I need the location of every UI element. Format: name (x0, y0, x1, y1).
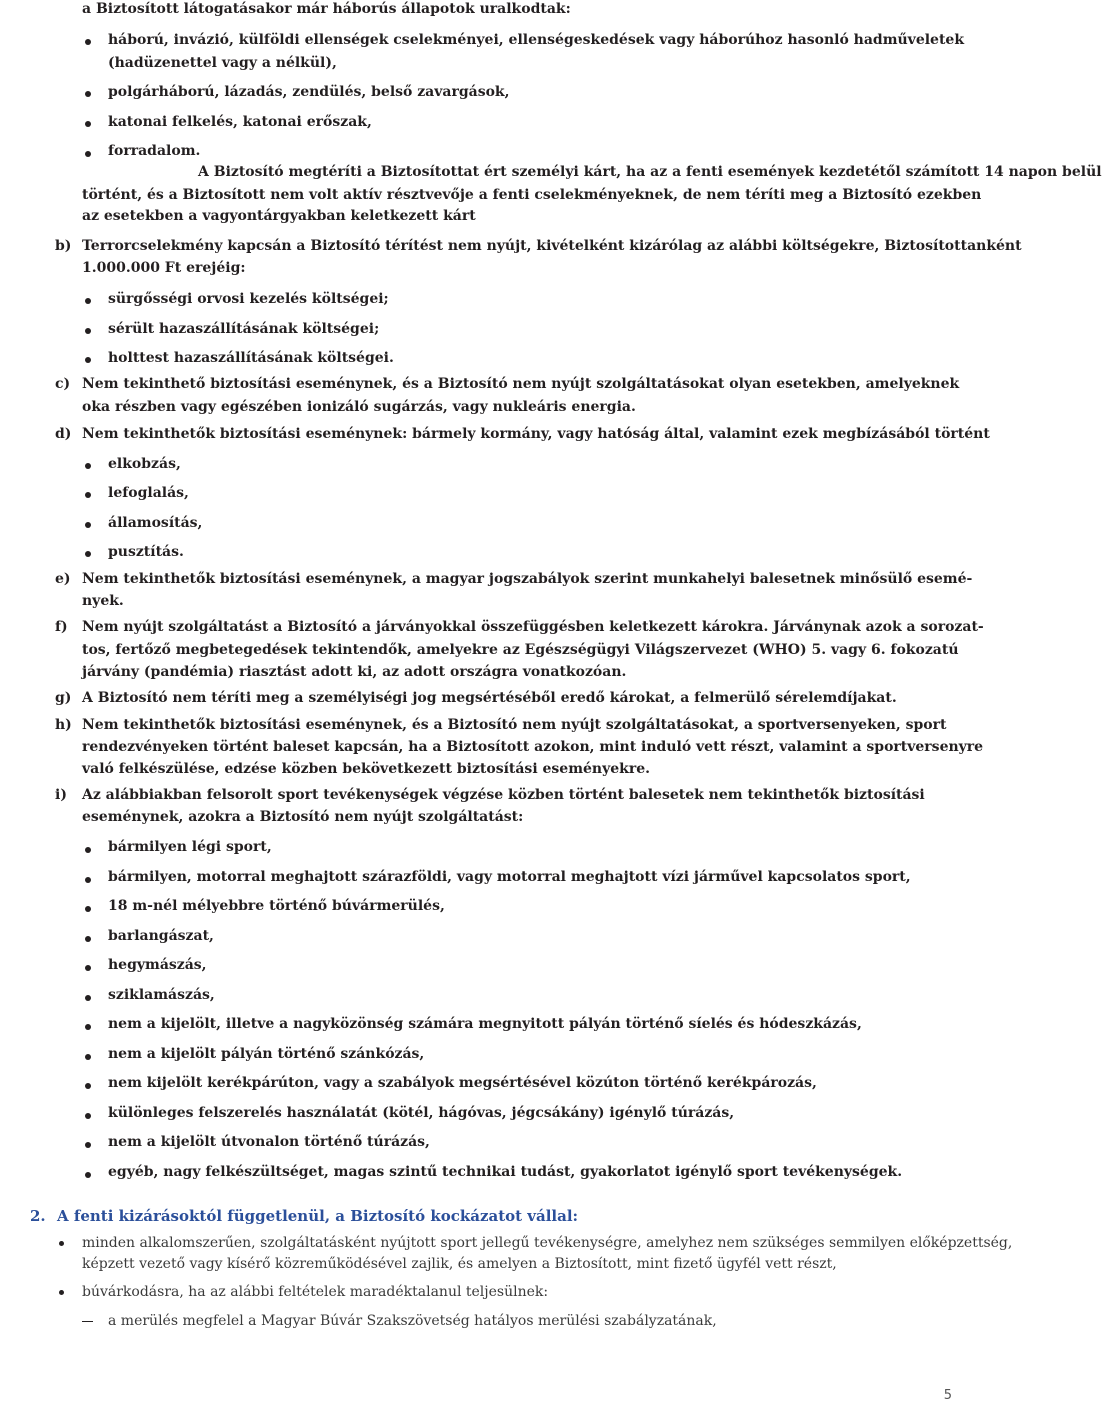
bullet-icon (85, 151, 91, 157)
bullet-icon (85, 906, 91, 912)
bullet-icon (85, 121, 91, 127)
section-b-line: Terrorcselekmény kapcsán a Biztosító térítést nem nyújt, kivételként kizárólag az alábbi költségekre, Biztosítottanként (82, 238, 1022, 254)
sport-item: barlangászat, (108, 928, 214, 944)
section-i-tag: i) (55, 787, 67, 803)
intro-heading: a Biztosított látogatásakor már háborús állapotok uralkodtak: (82, 1, 571, 17)
bullet-icon (85, 965, 91, 971)
bullet-icon (85, 1172, 91, 1178)
section-b-line: 1.000.000 Ft erejéig: (82, 260, 246, 276)
section-f-line: tos, fertőző megbetegedések tekintendők, amelyekre az Egészségügyi Világszervezet (WHO) 5. vagy 6. fokozatú (82, 642, 959, 658)
dash-icon (82, 1321, 93, 1322)
bullet-icon (85, 298, 91, 304)
bullet-icon (85, 522, 91, 528)
section-g-tag: g) (55, 690, 72, 706)
bullet-icon (85, 936, 91, 942)
section-c-tag: c) (55, 376, 71, 392)
section-h-line: Nem tekinthetők biztosítási eseménynek, és a Biztosító nem nyújt szolgáltatásokat, a sportversenyeken, sport (82, 717, 947, 733)
section-2-dash-line: a merülés megfelel a Magyar Búvár Szakszövetség hatályos merülési szabályzatának, (108, 1313, 717, 1329)
bullet-icon (85, 91, 91, 97)
section-b-tag: b) (55, 238, 72, 254)
section-d-tag: d) (55, 426, 72, 442)
page-number: 5 (943, 1388, 952, 1403)
war-item: katonai felkelés, katonai erőszak, (108, 114, 372, 130)
section-2-bullet-line: minden alkalomszerűen, szolgáltatásként nyújtott sport jellegű tevékenységre, amelyhez nem szükséges semmilyen előképzettség, (82, 1235, 1013, 1251)
cost-item: sérült hazaszállításának költségei; (108, 321, 380, 337)
bullet-icon (85, 847, 91, 853)
bullet-icon (85, 328, 91, 334)
section-c-line: Nem tekinthető biztosítási eseménynek, és a Biztosító nem nyújt szolgáltatásokat olyan esetekben, amelyeknek (82, 376, 960, 392)
sport-item: különleges felszerelés használatát (kötél, hágóvas, jégcsákány) igénylő túrázás, (108, 1105, 735, 1121)
intro-paragraph-line: az esetekben a vagyontárgyakban keletkezett kárt (82, 208, 476, 224)
seizure-item: államosítás, (108, 515, 203, 531)
section-f-line: Nem nyújt szolgáltatást a Biztosító a járványokkal összefüggésben keletkezett károkra. Járványnak azok a sorozat- (82, 619, 984, 635)
seizure-item: elkobzás, (108, 456, 181, 472)
bullet-icon (85, 1054, 91, 1060)
seizure-item: lefoglalás, (108, 485, 189, 501)
section-2-bullet-line: búvárkodásra, ha az alábbi feltételek maradéktalanul teljesülnek: (82, 1284, 549, 1300)
bullet-icon (59, 1241, 64, 1246)
section-2-number: 2. (30, 1207, 46, 1225)
sport-item: egyéb, nagy felkészültséget, magas szintű technikai tudást, gyakorlatot igénylő sport tevékenységek. (108, 1164, 903, 1180)
intro-paragraph-line: A Biztosító megtéríti a Biztosítottat ért személyi kárt, ha az a fenti események kezdetétől számított 14 napon belül (198, 164, 1102, 180)
section-c-line: oka részben vagy egészében ionizáló sugárzás, vagy nukleáris energia. (82, 399, 636, 415)
sport-item: sziklamászás, (108, 987, 215, 1003)
bullet-icon (85, 357, 91, 363)
sport-item: bármilyen, motorral meghajtott szárazföldi, vagy motorral meghajtott vízi járművel kapcsolatos sport, (108, 869, 911, 885)
section-f-tag: f) (55, 619, 68, 635)
bullet-icon (85, 1024, 91, 1030)
cost-item: holttest hazaszállításának költségei. (108, 350, 394, 366)
war-item: háború, invázió, külföldi ellenségek cselekményei, ellenségeskedések vagy háborúhoz hasonló hadműveletek (108, 32, 965, 48)
bullet-icon (85, 1083, 91, 1089)
bullet-icon (85, 551, 91, 557)
seizure-item: pusztítás. (108, 544, 184, 560)
section-h-line: rendezvényeken történt baleset kapcsán, ha a Biztosított azokon, mint induló vett részt, valamint a sportversenyre (82, 739, 984, 755)
sport-item: 18 m-nél mélyebbre történő búvármerülés, (108, 898, 445, 914)
war-item: forradalom. (108, 143, 201, 159)
bullet-icon (85, 1142, 91, 1148)
bullet-icon (85, 463, 91, 469)
section-i-line: Az alábbiakban felsorolt sport tevékenységek végzése közben történt balesetek nem tekinthetők biztosítási (82, 787, 925, 803)
section-2-bullet-line: képzett vezető vagy kísérő közreműködésével zajlik, és amelyen a Biztosított, mint fizető ügyfél vett részt, (82, 1256, 837, 1272)
section-h-tag: h) (55, 717, 72, 733)
section-g-line: A Biztosító nem téríti meg a személyiségi jog megsértéséből eredő károkat, a felmerülő sérelemdíjakat. (82, 690, 897, 706)
bullet-icon (59, 1290, 64, 1295)
sport-item: nem a kijelölt útvonalon történő túrázás, (108, 1134, 430, 1150)
section-e-line: Nem tekinthetők biztosítási eseménynek, a magyar jogszabályok szerint munkahelyi balesetnek minősülő esemé- (82, 571, 973, 587)
section-d-line: Nem tekinthetők biztosítási eseménynek: bármely kormány, vagy hatóság által, valamint ezek megbízásából történt (82, 426, 990, 442)
section-i-line: eseménynek, azokra a Biztosító nem nyújt szolgáltatást: (82, 809, 524, 825)
bullet-icon (85, 1113, 91, 1119)
section-e-tag: e) (55, 571, 71, 587)
section-f-line: járvány (pandémia) riasztást adott ki, az adott országra vonatkozóan. (82, 664, 627, 680)
bullet-icon (85, 877, 91, 883)
section-e-line: nyek. (82, 593, 124, 609)
cost-item: sürgősségi orvosi kezelés költségei; (108, 291, 389, 307)
intro-paragraph-line: történt, és a Biztosított nem volt aktív résztvevője a fenti cselekményeknek, de nem téríti meg a Biztosító ezekben (82, 187, 982, 203)
bullet-icon (85, 492, 91, 498)
section-2-heading: A fenti kizárásoktól függetlenül, a Biztosító kockázatot vállal: (57, 1207, 579, 1225)
war-item: polgárháború, lázadás, zendülés, belső zavargások, (108, 84, 510, 100)
sport-item: hegymászás, (108, 957, 207, 973)
sport-item: nem kijelölt kerékpárúton, vagy a szabályok megsértésével közúton történő kerékpározás, (108, 1075, 817, 1091)
sport-item: nem a kijelölt, illetve a nagyközönség számára megnyitott pályán történő síelés és hódeszkázás, (108, 1016, 862, 1032)
bullet-icon (85, 995, 91, 1001)
war-item-continuation: (hadüzenettel vagy a nélkül), (108, 55, 337, 71)
section-h-line: való felkészülése, edzése közben bekövetkezett biztosítási eseményekre. (82, 761, 651, 777)
sport-item: bármilyen légi sport, (108, 839, 272, 855)
sport-item: nem a kijelölt pályán történő szánkózás, (108, 1046, 425, 1062)
bullet-icon (85, 39, 91, 45)
